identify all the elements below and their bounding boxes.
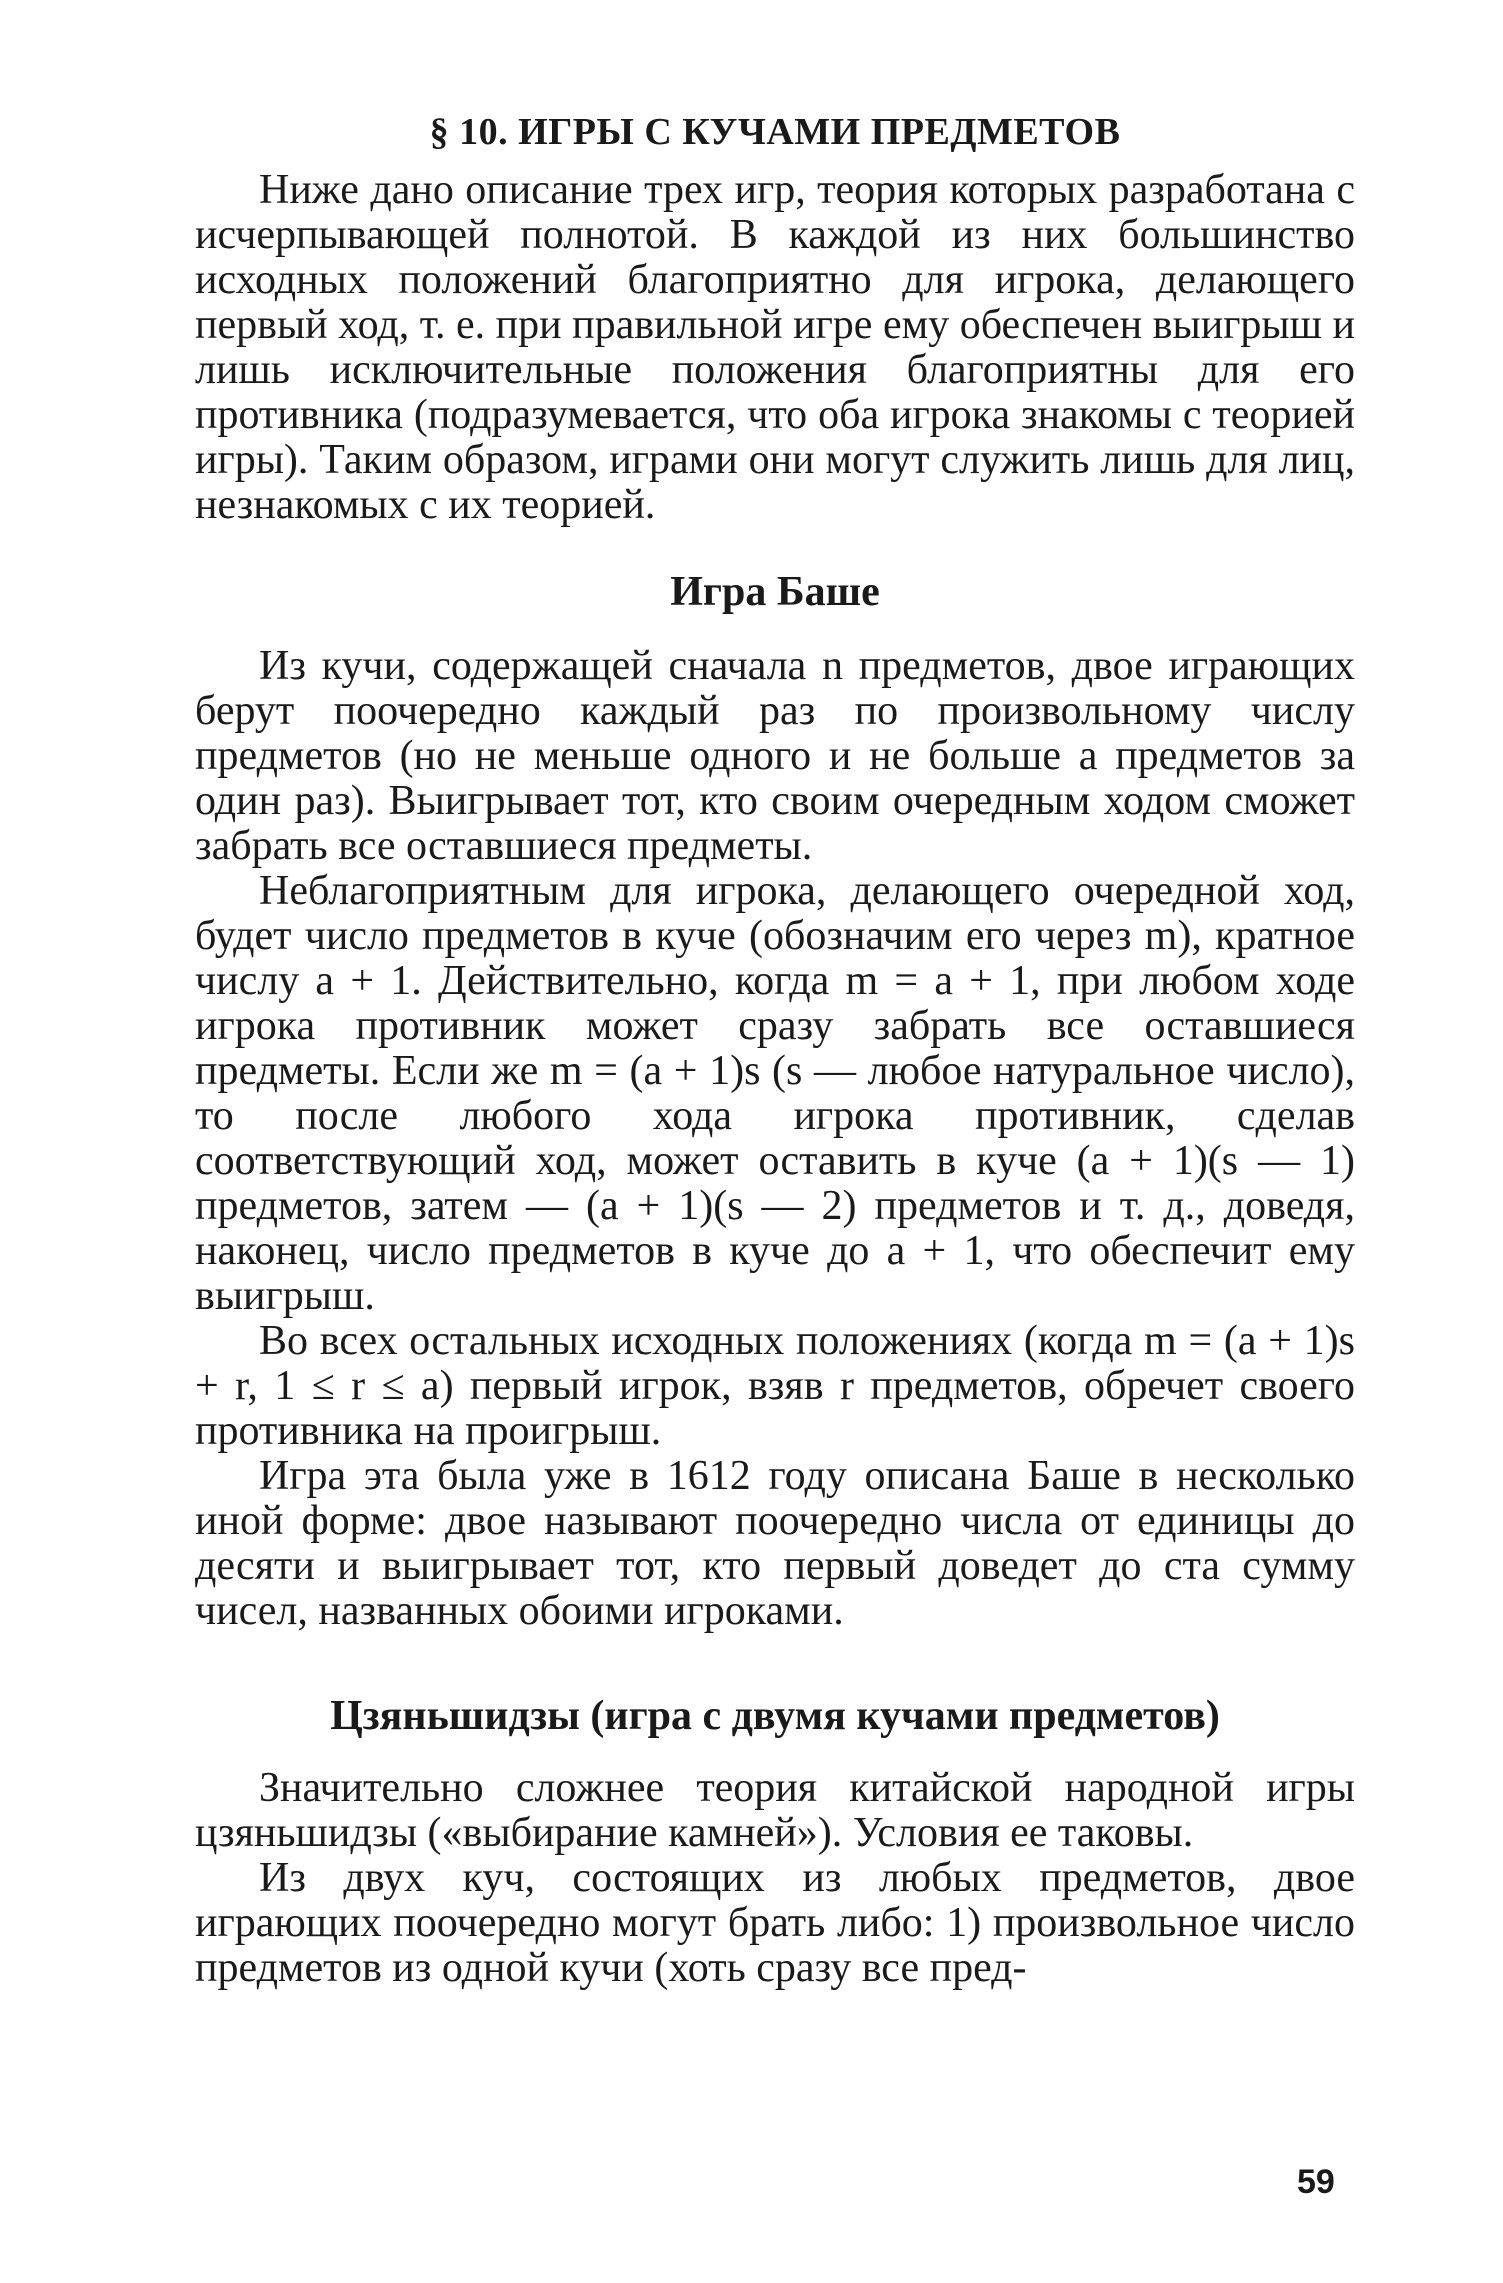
bachet-paragraph-rules: Из кучи, содержащей сначала n предметов, двое играющих берут поочередно каждый раз по произвольному числу предметов (но не меньше одного и не больше a предметов за один раз). Выигрывает тот, кто своим очередным ходом сможет забрать все оставшиеся предметы. xyxy=(195,643,1355,869)
tsyanshidzy-paragraph-rules: Из двух куч, состоящих из любых предметов, двое играющих поочередно могут брать либо: 1) произвольное число предметов из одной кучи (хоть сразу все пред- xyxy=(195,1855,1355,1991)
bachet-paragraph-history: Игра эта была уже в 1612 году описана Баше в несколько иной форме: двое называют поочередно числа от единицы до десяти и выигрывает тот, кто первый доведет до ста сумму чисел, названных обоими игроками. xyxy=(195,1453,1355,1634)
bachet-paragraph-winning-positions: Во всех остальных исходных положениях (когда m = (a + 1)s + r, 1 ≤ r ≤ a) первый игрок, взяв r предметов, обречет своего противника на проигрыш. xyxy=(195,1318,1355,1454)
page-body xyxy=(195,110,1355,1991)
page-number: 59 xyxy=(1297,2163,1335,2201)
bachet-game-heading: Игра Баше xyxy=(670,569,880,615)
intro-paragraph: Ниже дано описание трех игр, теория которых разработана с исчерпывающей полнотой. В каждой из них большинство исходных положений благоприятно для игрока, делающего первый ход, т. е. при правильной игре ему обеспечен выигрыш и лишь исключительные положения благоприятны для его противника (подразумевается, что оба игрока знакомы с теорией игры). Таким образом, играми они могут служить лишь для лиц, незнакомых с их теорией. xyxy=(195,167,1355,528)
section-title: § 10. ИГРЫ С КУЧАМИ ПРЕДМЕТОВ xyxy=(429,111,1121,153)
tsyanshidzy-game-heading: Цзяньшидзы (игра с двумя кучами предметов) xyxy=(330,1693,1220,1739)
bachet-paragraph-losing-positions: Неблагоприятным для игрока, делающего очередной ход, будет число предметов в куче (обозначим его через m), кратное числу a + 1. Действительно, когда m = a + 1, при любом ходе игрока противник может сразу забрать все оставшиеся предметы. Если же m = (a + 1)s (s — любое натуральное число), то после любого хода игрока противник, сделав соответствующий ход, может оставить в куче (a + 1)(s — 1) предметов, затем — (a + 1)(s — 2) предметов и т. д., доведя, наконец, число предметов в куче до a + 1, что обеспечит ему выигрыш. xyxy=(195,868,1355,1319)
tsyanshidzy-paragraph-intro: Значительно сложнее теория китайской народной игры цзяньшидзы («выбирание камней»). Условия ее таковы. xyxy=(195,1765,1355,1856)
